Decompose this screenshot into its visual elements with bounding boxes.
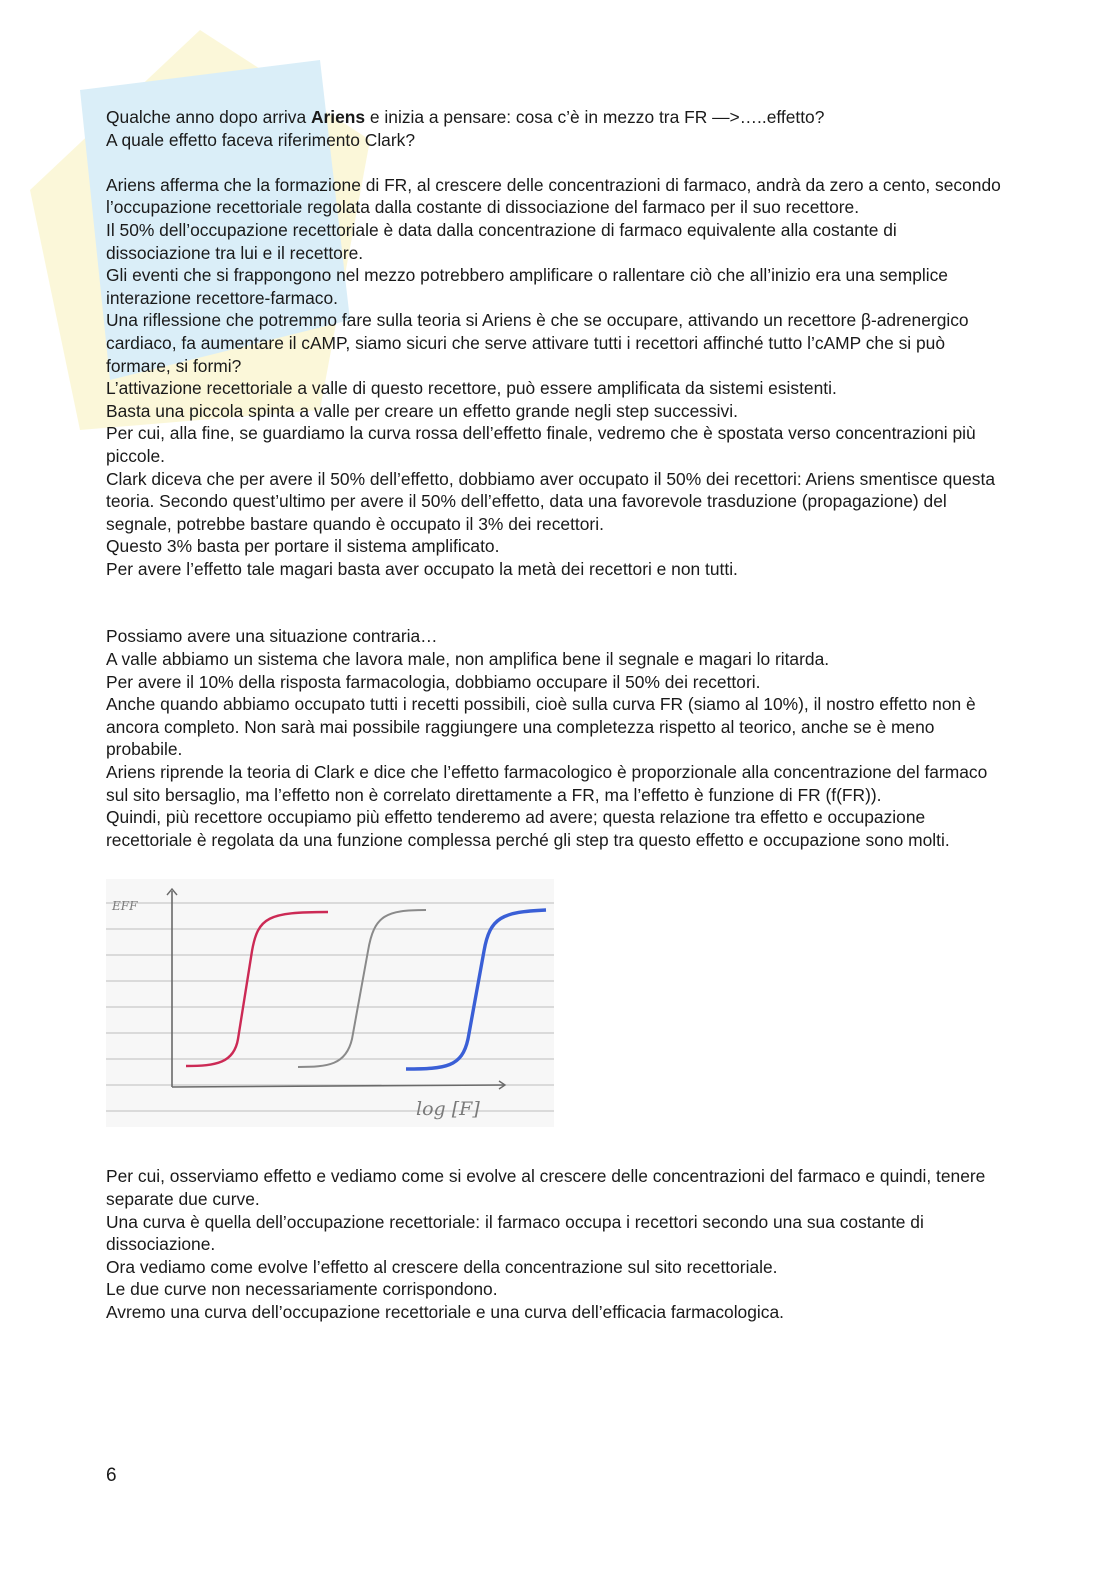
text-line: Per cui, osserviamo effetto e vediamo come si evolve al crescere delle concentrazioni del farmaco e quindi, tenere separate due curve. [106,1166,986,1209]
text-line: Per avere l’effetto tale magari basta aver occupato la metà dei recettori e non tutti. [106,558,738,579]
text-line: Ariens riprende la teoria di Clark e dice che l’effetto farmacologico è proporzionale alla concentrazione del farmaco sul sito bersaglio, ma l’effetto non è correlato direttamente a FR, ma l’effetto è funzione di FR (f(FR)). [106,762,988,805]
curve-red [186,912,328,1066]
text-line: Quindi, più recettore occupiamo più effetto tenderemo ad avere; questa relazione tra effetto e occupazione recettoriale è regolata da una funzione complessa perché gli step tra questo effetto e occupazione sono molti. [106,807,950,850]
text-line: Le due curve non necessariamente corrispondono. [106,1279,498,1300]
text-line: Il 50% dell’occupazione recettoriale è data dalla concentrazione di farmaco equivalente alla costante di dissociazione tra lui e il recettore. [106,219,897,263]
curve-gray [298,910,426,1067]
text-line: Per avere il 10% della risposta farmacologia, dobbiamo occupare il 50% dei recettori. [106,671,761,692]
text-line: Anche quando abbiamo occupato tutti i recetti possibili, cioè sulla curva FR (siamo al 10%), il nostro effetto non è ancora completo. Non sarà mai possibile raggiungere una completezza rispetto al teorico, anche se è meno probabile. [106,694,976,760]
text-line: L’attivazione recettoriale a valle di questo recettore, può essere amplificata da sistemi esistenti. [106,378,837,399]
page-content [106,106,1006,1324]
dose-response-figure [106,879,554,1127]
paragraph-ariens-intro: Qualche anno dopo arriva Ariens e inizia a pensare: cosa c’è in mezzo tra FR —>…..effetto? [106,107,825,127]
text-line: Una curva è quella dell’occupazione recettoriale: il farmaco occupa i recettori secondo una sua costante di dissociazione. [106,1211,924,1255]
ariens-bold: Ariens [310,107,366,127]
text-line: Clark diceva che per avere il 50% dell’effetto, dobbiamo aver occupato il 50% dei recettori: Ariens smentisce questa teoria. Secondo quest’ultimo per avere il 50% dell’effetto, data una favorevole trasduzione (propagazione) del segnale, potrebbe bastare quando è occupato il 3% dei recettori. [106,468,996,534]
curve-blue [406,910,546,1069]
text-line: A valle abbiamo un sistema che lavora male, non amplifica bene il segnale e magari lo ritarda. [106,649,830,670]
text-line: Possiamo avere una situazione contraria… [106,626,438,647]
x-axis-label: log [F] [416,1098,480,1121]
text-line: Avremo una curva dell’occupazione recettoriale e una curva dell’efficacia farmacologica. [106,1301,784,1322]
page-number: 6 [106,1465,117,1486]
text-line: Gli eventi che si frappongono nel mezzo potrebbero amplificare o rallentare ciò che all’inizio era una semplice interazione recettore-farmaco. [106,265,948,308]
text-line: Ora vediamo come evolve l’effetto al crescere della concentrazione sul sito recettoriale. [106,1256,778,1277]
text-line: Questo 3% basta per portare il sistema amplificato. [106,536,500,557]
text-line: Una riflessione che potremmo fare sulla teoria si Ariens è che se occupare, attivando un recettore β-adrenergico cardiaco, fa aumentare il cAMP, siamo sicuri che serve attivare tutti i recettori affinché tutto l’cAMP che si può formare, si formi? [106,310,969,376]
text-line: Basta una piccola spinta a valle per creare un effetto grande negli step successivi. [106,400,738,421]
y-axis-label: EFF [112,899,138,914]
text-line: A quale effetto faceva riferimento Clark? [106,129,416,150]
text-line: Ariens afferma che la formazione di FR, al crescere delle concentrazioni di farmaco, andrà da zero a cento, secondo l’occupazione recettoriale regolata dalla costante di dissociazione del farmaco per il suo recettore. [106,174,1001,218]
text-line: Per cui, alla fine, se guardiamo la curva rossa dell’effetto finale, vedremo che è spostata verso concentrazioni più piccole. [106,423,976,466]
